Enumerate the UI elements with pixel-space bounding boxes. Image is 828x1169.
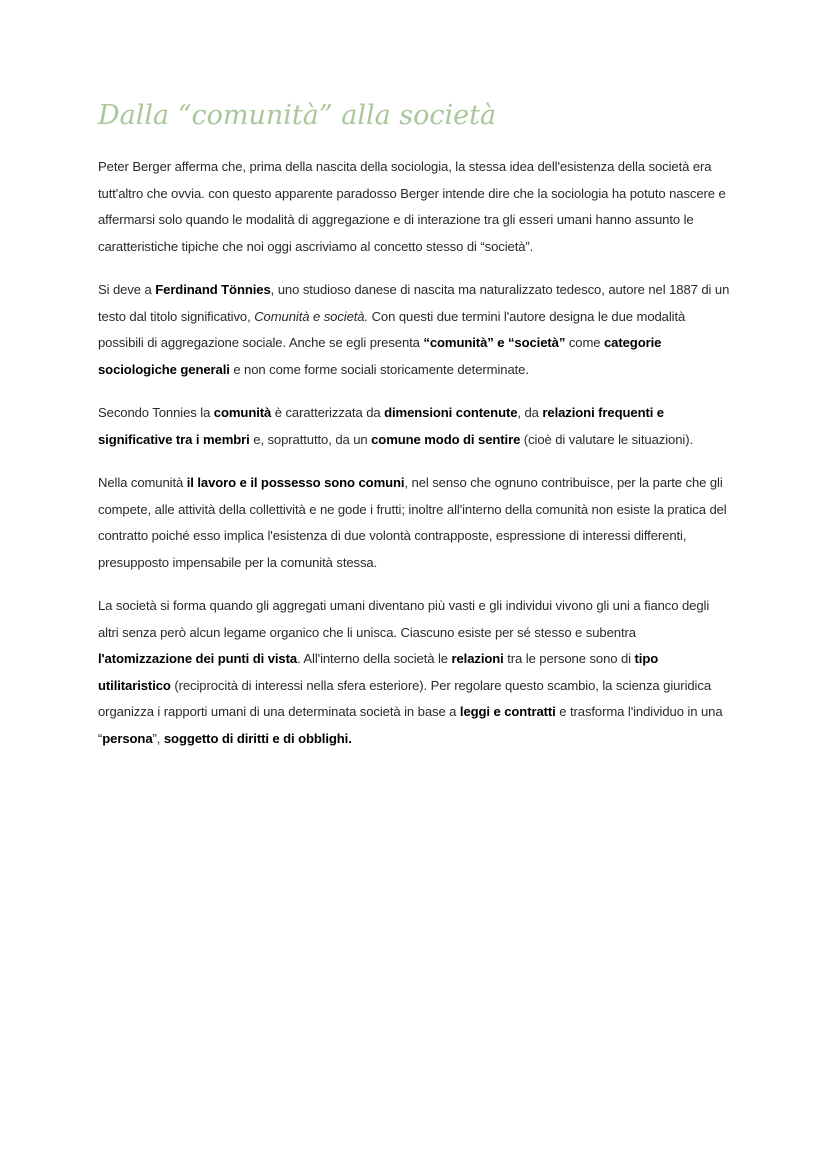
document-body (98, 98, 730, 769)
bold-term: soggetto di diritti e di obblighi. (163, 730, 352, 746)
text-run: tra le persone sono di (503, 651, 635, 666)
text-run: , nel senso che ognuno contribuisce, per la parte che gli compete, alle attività della collettività e ne gode i frutti; inoltre all'interno della comunità non esiste la pratica del contratto poiché esso implica l'esistenza di due volontà contrapposte, espressione di interessi differenti, presupposto impensabile per la comunità stessa. (98, 475, 727, 570)
text-run: è caratterizzata da (271, 405, 385, 420)
text-run: , da (517, 405, 543, 420)
bold-term: categorie sociologiche generali (98, 335, 662, 377)
bold-term: dimensioni contenute (384, 405, 518, 420)
text-run: Peter Berger afferma che, prima della nascita della sociologia, la stessa idea dell'esistenza della società era tutt'altro che ovvia. con questo apparente paradosso Berger intende dire che la sociologia ha potuto nascere e affermarsi solo quando le modalità di aggregazione e di interazione tra gli esseri umani hanno assunto le caratteristiche tipiche che noi oggi ascriviamo al concetto stesso di “società”. (98, 159, 726, 254)
bold-term: il lavoro e il possesso sono comuni (186, 475, 405, 490)
paragraph-3 (98, 400, 730, 453)
bold-term: l'atomizzazione dei punti di vista (98, 651, 298, 666)
text-run: come (565, 335, 604, 350)
paragraph-2 (98, 277, 730, 383)
paragraph-list (98, 154, 730, 752)
text-run: e trasforma l'individuo in una “ (98, 704, 723, 746)
text-run: (reciprocità di interessi nella sfera esteriore). Per regolare questo scambio, la scienza giuridica organizza i rapporti umani di una determinata società in base a (98, 677, 712, 719)
paragraph-4 (98, 470, 730, 576)
bold-term: “comunità” e “società” (423, 335, 566, 350)
bold-term: comunità (213, 405, 272, 420)
text-run: Nella comunità (98, 475, 187, 490)
text-run: e non come forme sociali storicamente determinate. (229, 361, 529, 377)
paragraph-1 (98, 154, 730, 260)
bold-term: relazioni frequenti e significative tra i membri (98, 405, 664, 447)
bold-term: relazioni (451, 651, 504, 666)
text-run: La società si forma quando gli aggregati umani diventano più vasti e gli individui vivono gli uni a fianco degli altri senza però alcun legame organico che li unisca. Ciascuno esiste per sé stesso e subentra (98, 598, 710, 640)
bold-term: comune modo di sentire (371, 431, 521, 447)
paragraph-5 (98, 593, 730, 752)
text-run: Si deve a (98, 282, 156, 297)
page-title: Dalla “comunità” alla società (98, 100, 497, 131)
text-run: (cioè di valutare le situazioni). (520, 431, 693, 447)
bold-term: tipo utilitaristico (98, 651, 659, 693)
bold-term: persona (102, 730, 153, 746)
text-run: e, soprattutto, da un (249, 431, 372, 447)
text-run: Secondo Tonnies la (98, 405, 214, 420)
italic-title: Comunità e società. (254, 308, 369, 324)
text-run: ”, (152, 730, 164, 746)
bold-term: leggi e contratti (459, 704, 556, 719)
text-run: Con questi due termini l'autore designa le due modalità possibili di aggregazione sociale. Anche se egli presenta (98, 308, 686, 350)
bold-term: Ferdinand Tönnies (155, 282, 271, 297)
text-run: , uno studioso danese di nascita ma naturalizzato tedesco, autore nel 1887 di un testo dal titolo significativo, (98, 282, 730, 324)
text-run: . All'interno della società le (297, 651, 452, 666)
